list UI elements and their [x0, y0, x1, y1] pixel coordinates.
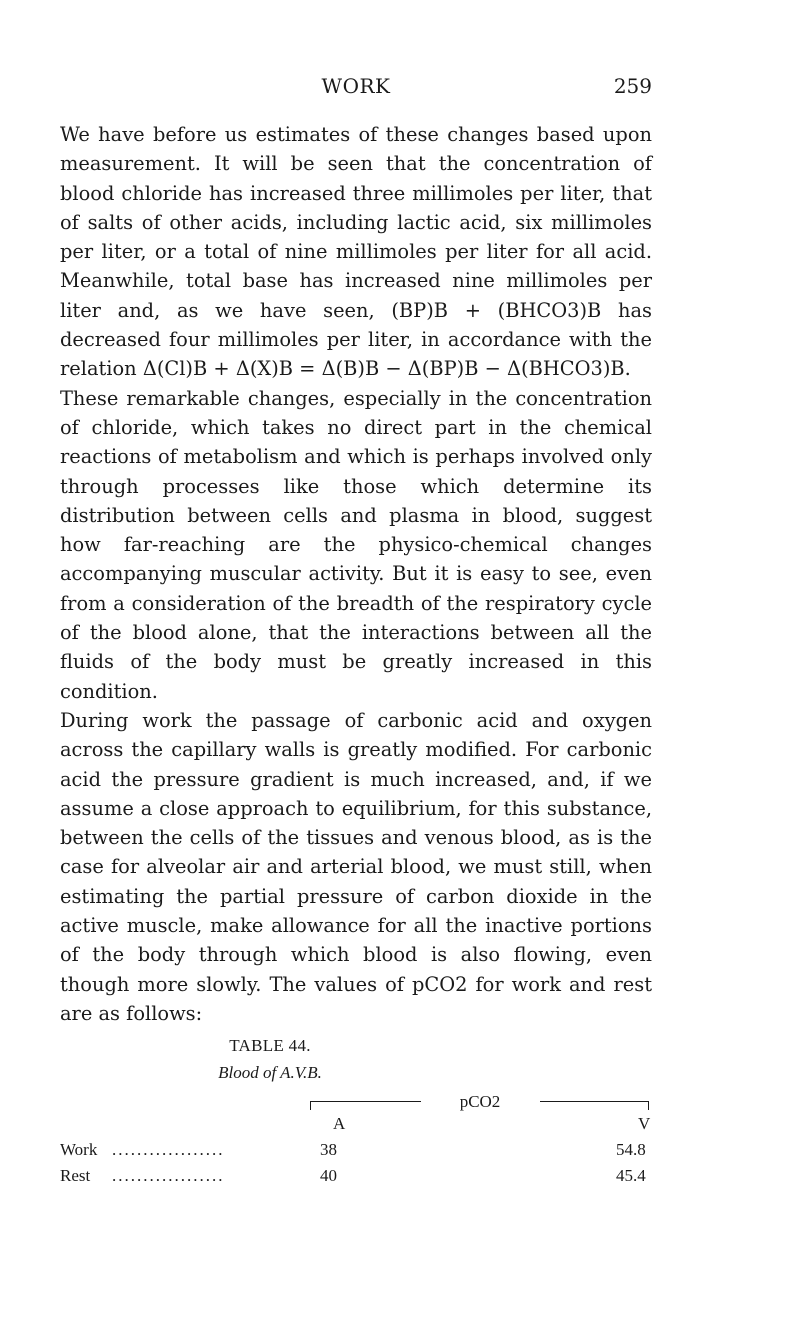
body-text: [60, 120, 652, 1028]
cell-a: 38: [320, 1140, 337, 1159]
column-header-a: A: [333, 1114, 346, 1133]
table-title: TABLE 44.: [229, 1036, 311, 1055]
table-subtitle: Blood of A.V.B.: [218, 1063, 322, 1082]
group-label: pCO2: [459, 1092, 501, 1111]
dot-leaders: ..................: [112, 1166, 225, 1185]
running-head: [60, 74, 652, 104]
table-row-rest: [60, 1166, 660, 1190]
dot-leaders: ..................: [112, 1140, 225, 1159]
column-header-v: V: [638, 1114, 651, 1133]
cell-a: 40: [320, 1166, 337, 1185]
paragraph-3: During work the passage of carbonic acid and oxygen across the capillary walls is greatly modified. For carbonic acid the pressure gradient is much increased, and, if we assume a close approach to equilibrium, for this substance, between the cells of the tissues and venous blood, as is the case for alveolar air and arterial blood, we must still, when estimating the partial pressure of carbon dioxide in the active muscle, make allowance for all the inactive portions of the body through which blood is also flowing, even though more slowly. The values of pCO2 for work and rest are as follows:: [60, 708, 652, 1025]
page-number: 259: [613, 74, 652, 98]
row-label: Rest: [60, 1166, 91, 1185]
running-title: WORK: [321, 74, 391, 98]
brace-left: [310, 1101, 421, 1110]
paragraph-2: These remarkable changes, especially in the concentration of chloride, which takes no direct part in the chemical reactions of metabolism and which is perhaps involved only through processes like those which determine its distribution between cells and plasma in blood, suggest how far-reaching are the physico-chemical changes accompanying muscular activity. But it is easy to see, even from a consideration of the breadth of the respiratory cycle of the blood alone, that the interactions between all the fluids of the body must be greatly increased in this condition.: [60, 386, 652, 703]
table-row-work: [60, 1140, 660, 1164]
column-group-header: [310, 1092, 650, 1112]
brace-right: [540, 1101, 649, 1110]
cell-v: 45.4: [616, 1166, 646, 1185]
cell-v: 54.8: [616, 1140, 646, 1159]
row-label: Work: [60, 1140, 98, 1159]
paragraph-1: We have before us estimates of these changes based upon measurement. It will be seen that the concentration of blood chloride has increased three millimoles per liter, that of salts of other acids, including lactic acid, six millimoles per liter, or a total of nine millimoles per liter for all acid. Meanwhile, total base has increased nine millimoles per liter and, as we have seen, (BP)B + (BHCO3)B has decreased four millimoles per liter, in accordance with the relation Δ(Cl)B + Δ(X)B = Δ(B)B − Δ(BP)B − Δ(BHCO3)B.: [60, 123, 652, 381]
